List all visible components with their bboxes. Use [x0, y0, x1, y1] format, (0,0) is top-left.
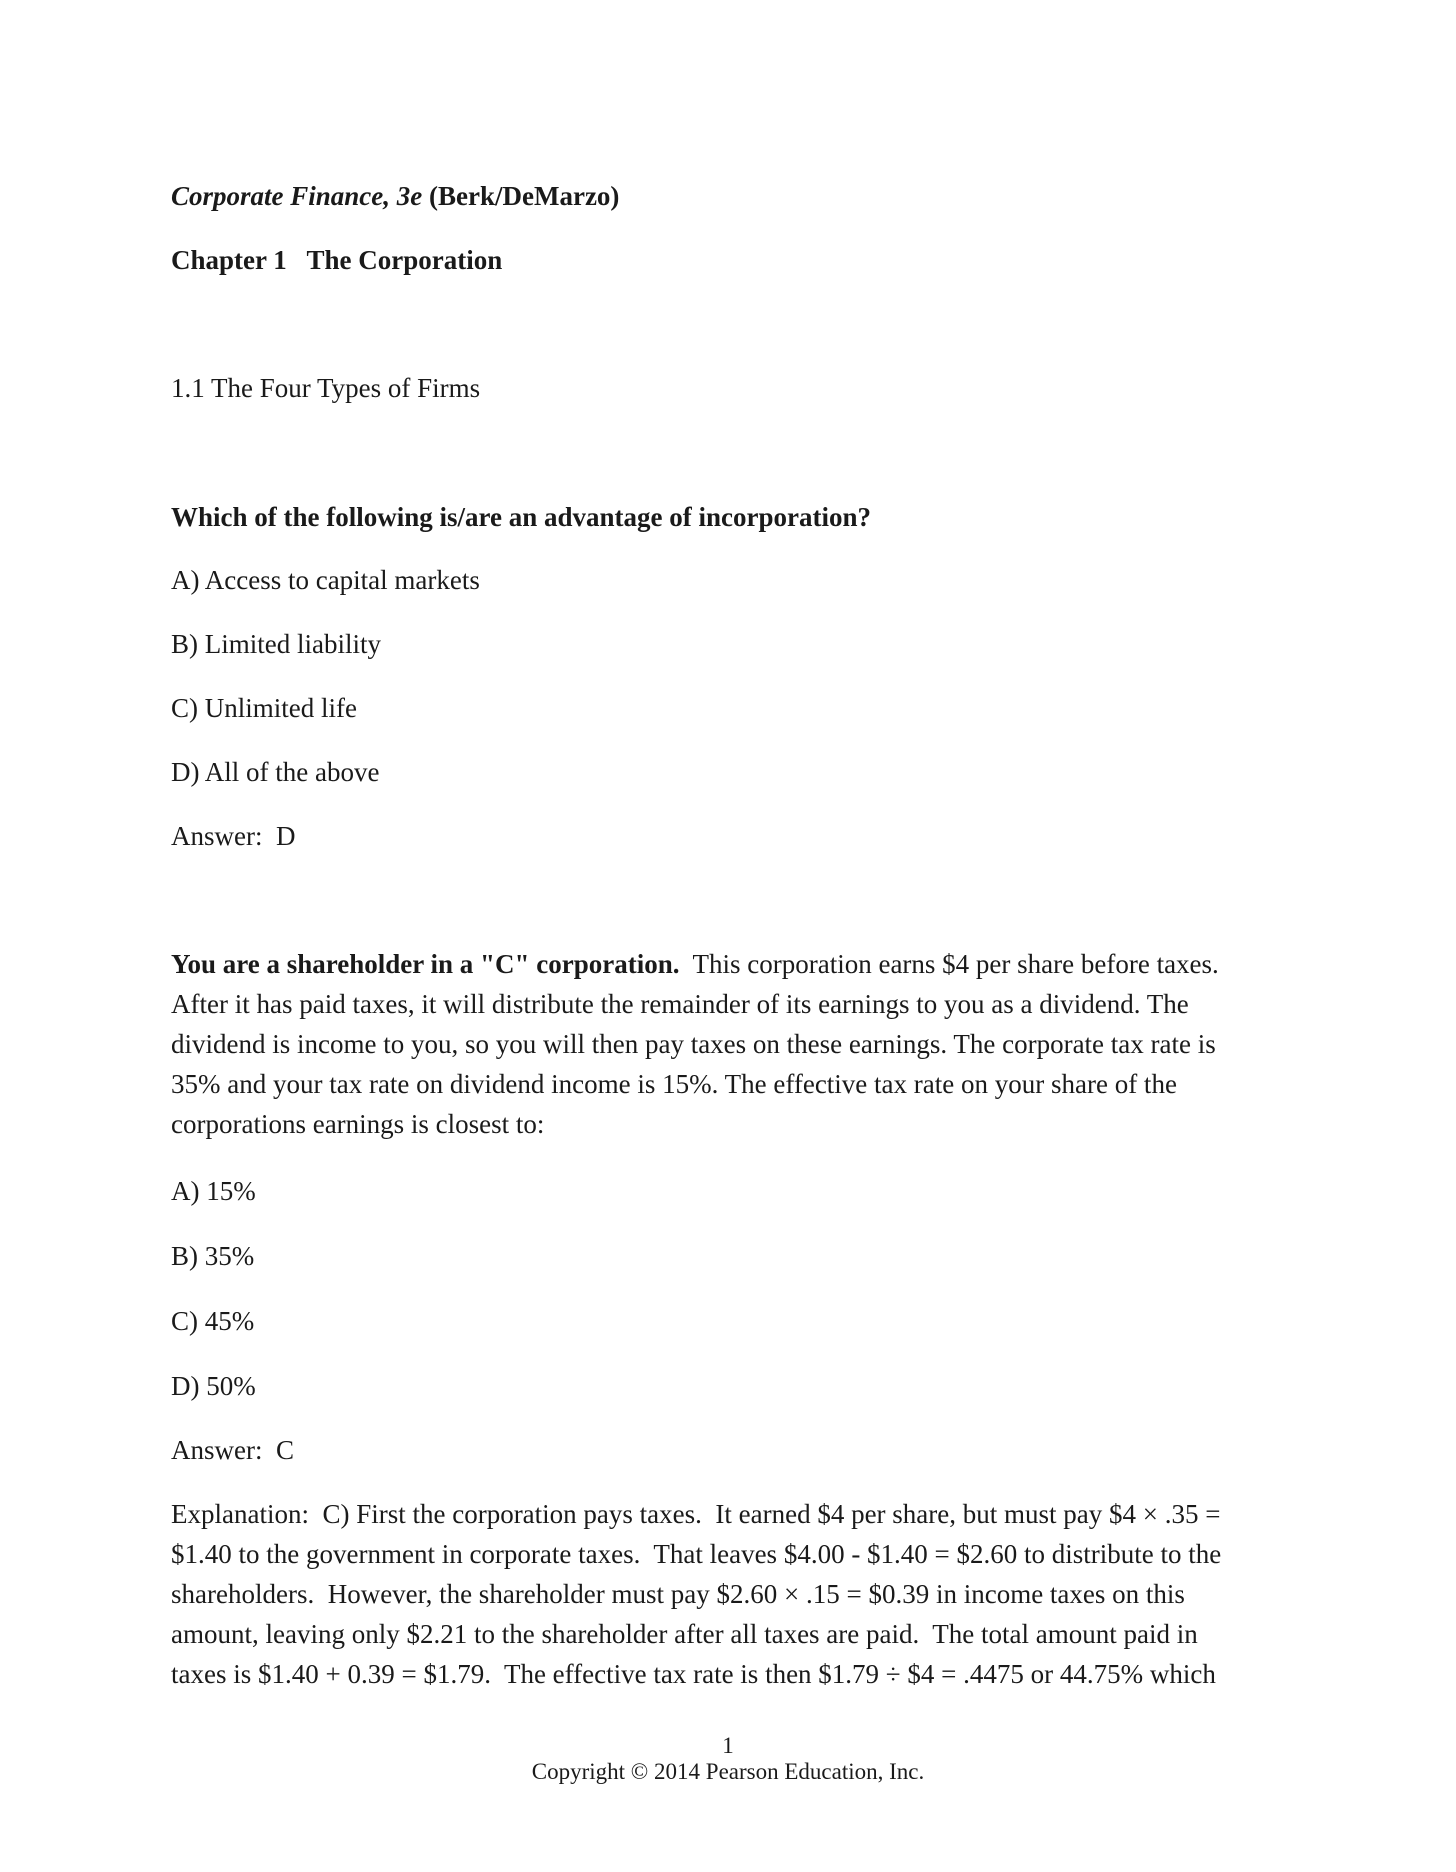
question-1-option-b: B) Limited liability — [171, 629, 381, 659]
question-2-option-d: D) 50% — [171, 1371, 256, 1401]
question-2-stem-bold: You are a shareholder in a "C" corporation. — [171, 949, 680, 979]
copyright-notice: Copyright © 2014 Pearson Education, Inc. — [531, 1759, 925, 1784]
question-2-answer: Answer: C — [171, 1435, 294, 1465]
question-2-stem-line: dividend is income to you, so you will then pay taxes on these earnings. The corporate tax rate is — [171, 1029, 1216, 1059]
section-title: 1.1 The Four Types of Firms — [171, 373, 481, 403]
question-1-option-a: A) Access to capital markets — [171, 565, 480, 595]
question-1-answer: Answer: D — [171, 821, 296, 851]
explanation-line: shareholders. However, the shareholder must pay $2.60 × .15 = $0.39 in income taxes on this — [171, 1579, 1185, 1609]
question-2-explanation — [171, 1494, 1286, 1694]
question-2-stem — [171, 944, 1286, 1144]
chapter-title: Chapter 1 The Corporation — [171, 245, 503, 275]
book-title: Corporate Finance, 3e — [171, 181, 423, 211]
explanation-line: amount, leaving only $2.21 to the shareholder after all taxes are paid. The total amount paid in — [171, 1619, 1198, 1649]
book-title-line — [171, 176, 619, 216]
question-1-option-c: C) Unlimited life — [171, 693, 357, 723]
page-number: 1 — [722, 1733, 734, 1758]
explanation-line: Explanation: C) First the corporation pays taxes. It earned $4 per share, but must pay $4 × .35 = — [171, 1499, 1221, 1529]
question-1-option-d: D) All of the above — [171, 757, 380, 787]
book-authors: (Berk/DeMarzo) — [429, 181, 620, 211]
question-2-stem-line: corporations earnings is closest to: — [171, 1109, 545, 1139]
question-2-stem-line: This corporation earns $4 per share before taxes. — [679, 949, 1219, 979]
question-2-option-c: C) 45% — [171, 1306, 255, 1336]
question-1-stem: Which of the following is/are an advantage of incorporation? — [171, 502, 872, 532]
question-2-stem-line: After it has paid taxes, it will distribute the remainder of its earnings to you as a dividend. The — [171, 989, 1189, 1019]
explanation-line: taxes is $1.40 + 0.39 = $1.79. The effective tax rate is then $1.79 ÷ $4 = .4475 or 44.75% which — [171, 1659, 1216, 1689]
question-2-stem-line: 35% and your tax rate on dividend income is 15%. The effective tax rate on your share of the — [171, 1069, 1177, 1099]
question-2-option-a: A) 15% — [171, 1176, 256, 1206]
explanation-line: $1.40 to the government in corporate taxes. That leaves $4.00 - $1.40 = $2.60 to distribute to the — [171, 1539, 1222, 1569]
question-2-option-b: B) 35% — [171, 1241, 255, 1271]
